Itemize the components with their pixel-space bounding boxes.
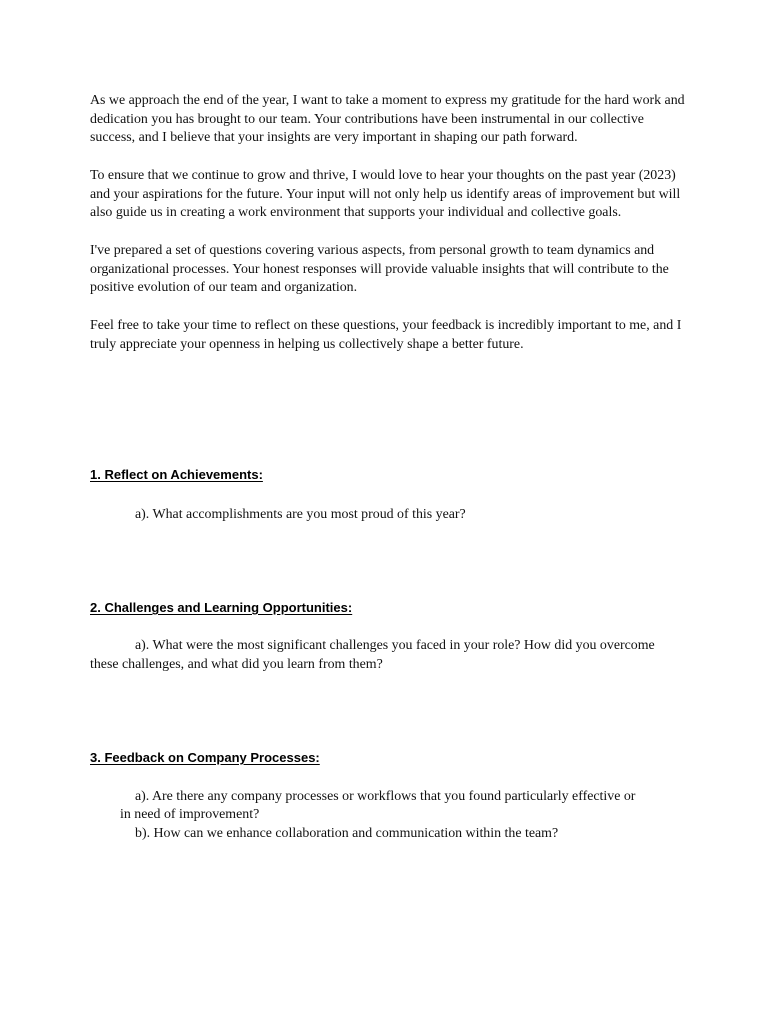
question-processes-a-line1: a). Are there any company processes or workflows that you found particularly effective or (135, 789, 636, 804)
intro-paragraph-questions: I've prepared a set of questions covering various aspects, from personal growth to team dynamics and organizational processes. Your honest responses will provide valuable insights that will contribute to the positive evolution of our team and organization. (90, 243, 669, 296)
intro-paragraph-gratitude: As we approach the end of the year, I want to take a moment to express my gratitude for the hard work and dedication you has brought to our team. Your contributions have been instrumental in our collective success, and I believe that your insights are very important in shaping our path forward. (90, 93, 685, 146)
intro-paragraph-closing: Feel free to take your time to reflect on these questions, your feedback is incredibly important to me, and I truly appreciate your openness in helping us collectively shape a better future. (90, 318, 682, 352)
question-processes-a-line2: in need of improvement? (120, 807, 260, 822)
section-heading-challenges: 2. Challenges and Learning Opportunities: (90, 600, 353, 615)
question-achievements-a: a). What accomplishments are you most proud of this year? (135, 507, 466, 522)
intro-paragraph-purpose: To ensure that we continue to grow and thrive, I would love to hear your thoughts on the past year (2023) and your aspirations for the future. Your input will not only help us identify areas of improvement but will also guide us in creating a work environment that supports your individual and collective goals. (90, 168, 681, 221)
section-heading-achievements: 1. Reflect on Achievements: (90, 467, 263, 482)
question-challenges-a-line1: a). What were the most significant challenges you faced in your role? How did you overcome (135, 638, 655, 653)
question-challenges-a-line2: these challenges, and what did you learn from them? (90, 657, 383, 672)
section-heading-processes: 3. Feedback on Company Processes: (90, 750, 320, 765)
question-processes-b: b). How can we enhance collaboration and communication within the team? (135, 826, 559, 841)
